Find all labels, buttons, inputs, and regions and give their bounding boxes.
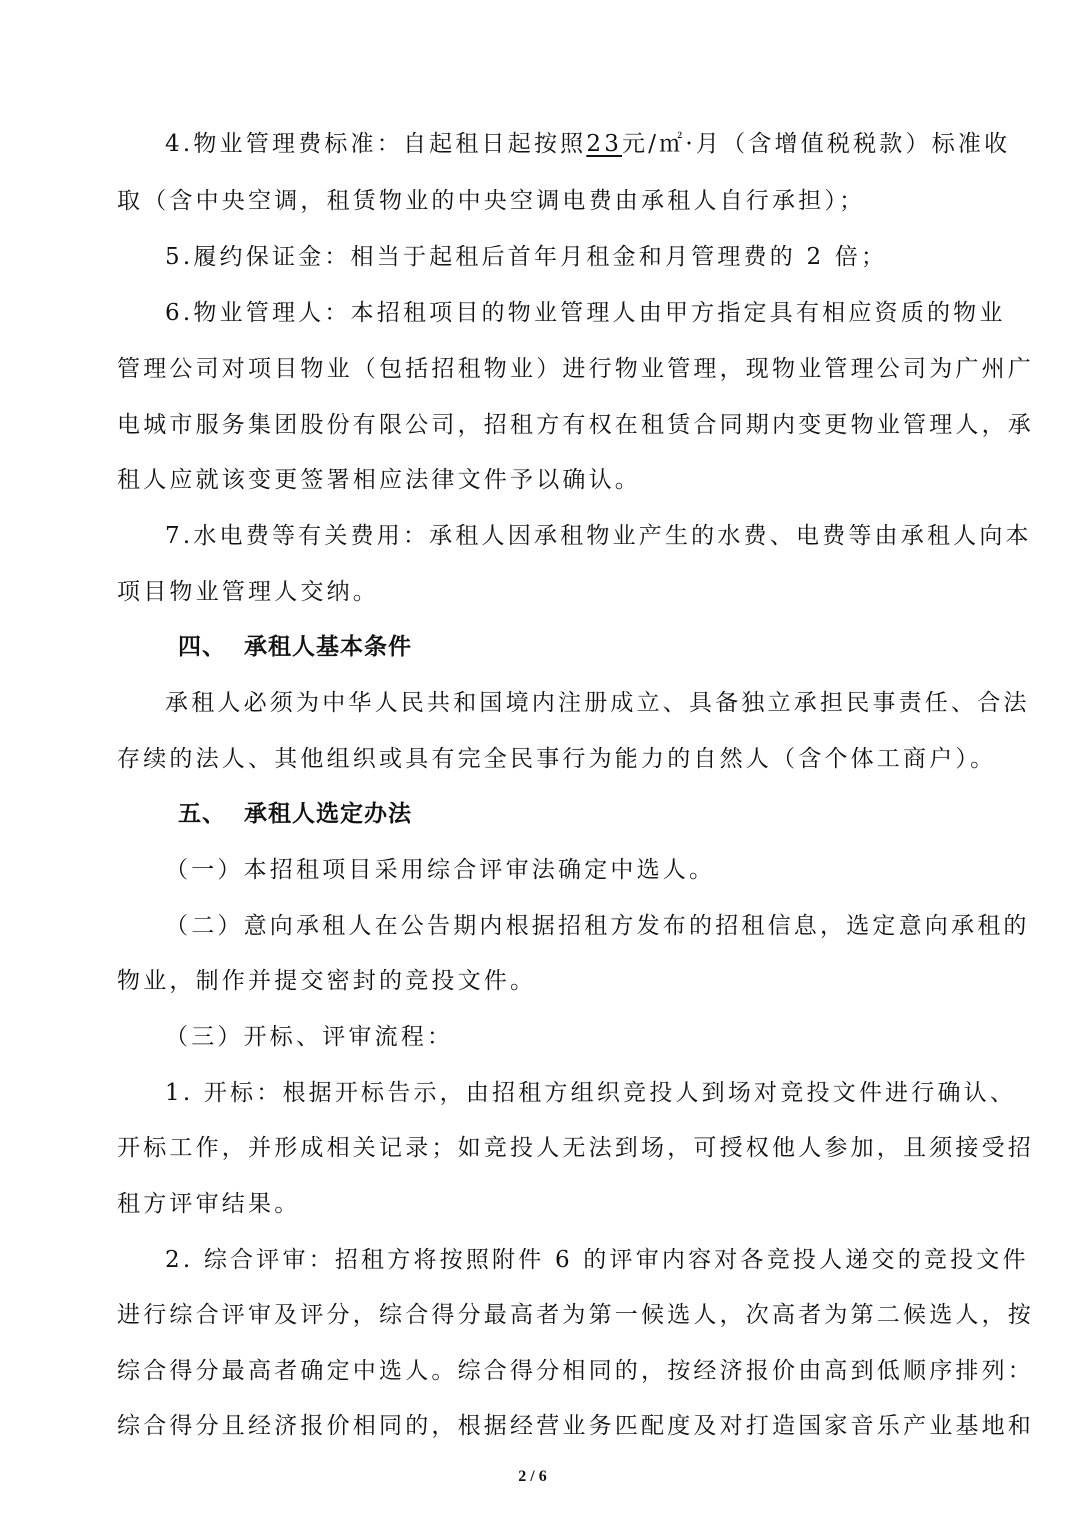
section4-heading xyxy=(178,632,412,662)
step2-line2: 进行综合评审及评分，综合得分最高者为第一候选人，次高者为第二候选人，按 xyxy=(117,1302,1034,1328)
step1-line1: 1. 开标：根据开标告示，由招租方组织竞投人到场对竞投文件进行确认、 xyxy=(165,1080,1017,1106)
item4-prefix: 4.物业管理费标准：自起租日起按照 xyxy=(165,131,587,157)
page-number: 2 / 6 xyxy=(518,1468,547,1485)
step2-line3: 综合得分最高者确定中选人。综合得分相同的，按经济报价由高到低顺序排列： xyxy=(117,1358,1034,1384)
item7-line2: 项目物业管理人交纳。 xyxy=(117,579,379,605)
item6-line3: 电城市服务集团股份有限公司，招租方有权在租赁合同期内变更物业管理人，承 xyxy=(117,412,1034,438)
item4-line2: 取（含中央空调，租赁物业的中央空调电费由承租人自行承担）； xyxy=(117,188,866,214)
item6-line2: 管理公司对项目物业（包括招租物业）进行物业管理，现物业管理公司为广州广 xyxy=(117,356,1034,382)
step1-line2: 开标工作，并形成相关记录；如竞投人无法到场，可授权他人参加，且须接受招 xyxy=(117,1135,1034,1161)
section4-line1: 承租人必须为中华人民共和国境内注册成立、具备独立承担民事责任、合法 xyxy=(165,690,1030,716)
step2-line1: 2. 综合评审：招租方将按照附件 6 的评审内容对各竞投人递交的竞投文件 xyxy=(165,1247,1029,1273)
item6-line4: 租人应就该变更签署相应法律文件予以确认。 xyxy=(117,467,641,493)
section5-heading xyxy=(178,799,412,829)
section5-p3: （三）开标、评审流程： xyxy=(165,1024,454,1050)
step2-line4: 综合得分且经济报价相同的，根据经营业务匹配度及对打造国家音乐产业基地和 xyxy=(117,1413,1034,1439)
section5-title: 承租人选定办法 xyxy=(244,800,412,827)
item5-text: 5.履约保证金：相当于起租后首年月租金和月管理费的 2 倍； xyxy=(165,244,888,270)
section4-title: 承租人基本条件 xyxy=(244,633,412,660)
section5-p2-line1: （二）意向承租人在公告期内根据招租方发布的招租信息，选定意向承租的 xyxy=(165,913,1030,939)
section4-line2: 存续的法人、其他组织或具有完全民事行为能力的自然人（含个体工商户）。 xyxy=(117,746,997,772)
section5-number: 五、 xyxy=(178,800,226,827)
step1-line3: 租方评审结果。 xyxy=(117,1191,301,1217)
item7-line1: 7.水电费等有关费用：承租人因承租物业产生的水费、电费等由承租人向本 xyxy=(165,523,1032,549)
item4-amount: 23 xyxy=(586,131,623,157)
section5-p1: （一）本招租项目采用综合评审法确定中选人。 xyxy=(165,857,716,883)
section5-p2-line2: 物业，制作并提交密封的竞投文件。 xyxy=(117,968,537,994)
item4-line1 xyxy=(165,129,1010,159)
item6-line1: 6.物业管理人：本招租项目的物业管理人由甲方指定具有相应资质的物业 xyxy=(165,300,1006,326)
item4-suffix: 元/㎡·月（含增值税税款）标准收 xyxy=(622,131,1011,157)
section4-number: 四、 xyxy=(178,633,226,660)
